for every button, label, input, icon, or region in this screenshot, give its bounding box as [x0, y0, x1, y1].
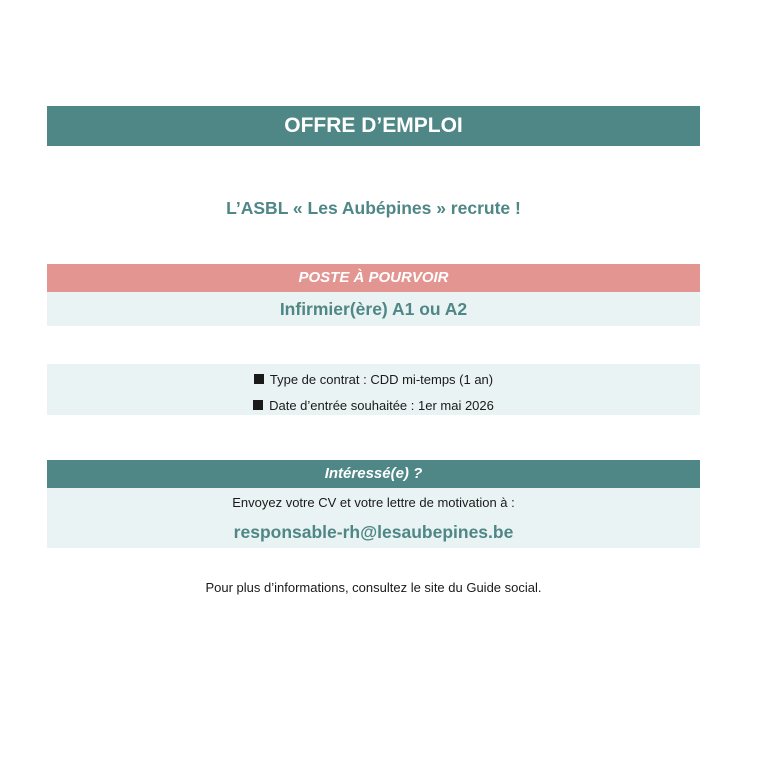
position-title: Infirmier(ère) A1 ou A2	[47, 292, 700, 326]
contact-heading: Intéressé(e) ?	[47, 460, 700, 488]
contact-panel	[47, 488, 700, 548]
footer-note: Pour plus d’informations, consultez le site du Guide social.	[205, 580, 542, 595]
recruiting-headline: L’ASBL « Les Aubépines » recrute !	[226, 198, 521, 218]
detail-item	[47, 395, 700, 415]
contact-email-link[interactable]: responsable-rh@lesaubepines.be	[233, 522, 514, 542]
square-bullet-icon	[253, 400, 263, 410]
detail-text: Type de contrat : CDD mi-temps (1 an)	[269, 371, 494, 387]
page-title: OFFRE D’EMPLOI	[47, 106, 700, 146]
contact-instructions: Envoyez votre CV et votre lettre de motivation à :	[232, 495, 515, 510]
detail-text: Date d’entrée souhaitée : 1er mai 2026	[269, 397, 494, 413]
contract-details	[47, 364, 700, 415]
square-bullet-icon	[254, 374, 264, 384]
position-heading: POSTE À POURVOIR	[47, 264, 700, 292]
detail-item	[47, 369, 700, 389]
